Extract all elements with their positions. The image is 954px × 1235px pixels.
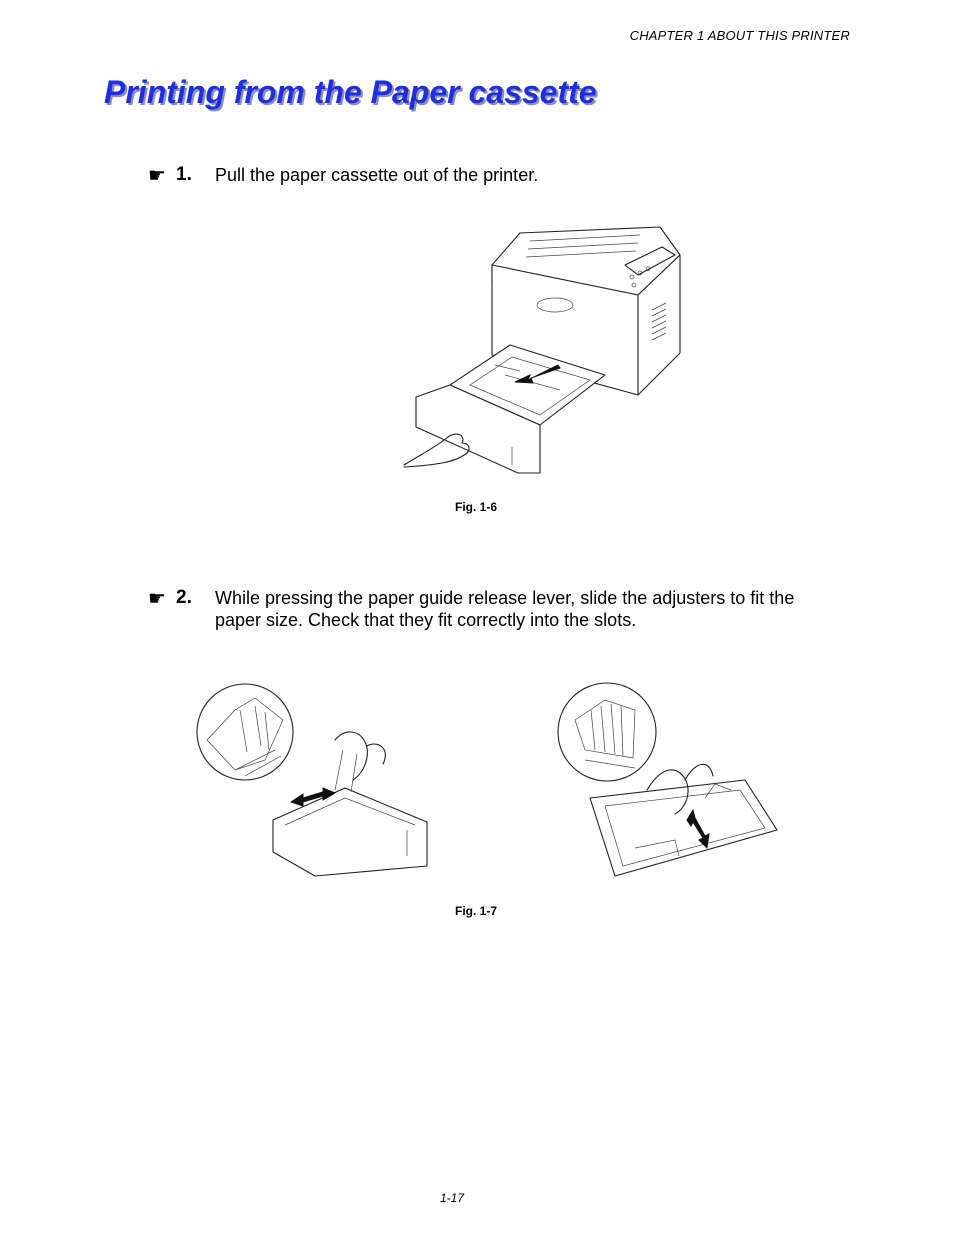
figure-side-guide-adjust (195, 680, 435, 880)
printer-illustration (400, 225, 690, 475)
step-1 (148, 164, 838, 188)
figure-printer-cassette (400, 225, 690, 475)
side-guide-illustration (195, 680, 435, 880)
pointing-hand-icon: ☛ (148, 588, 166, 610)
pointing-hand-icon: ☛ (148, 165, 166, 187)
chapter-header: CHAPTER 1 ABOUT THIS PRINTER (629, 28, 850, 43)
step-text: While pressing the paper guide release lever, slide the adjusters to fit the paper size. Check that they fit correctly into the slots. (215, 588, 795, 630)
step-number: 1. (176, 164, 192, 185)
end-guide-illustration (555, 680, 785, 880)
figure-end-guide-adjust (555, 680, 785, 880)
page-number: 1-17 (440, 1191, 465, 1205)
figure-caption: Fig. 1-6 (455, 500, 498, 514)
page-title: Printing from the Paper cassette (104, 74, 597, 110)
step-2 (148, 587, 838, 633)
step-text: Pull the paper cassette out of the printer. (215, 165, 539, 185)
figure-caption: Fig. 1-7 (455, 904, 498, 918)
step-number: 2. (176, 587, 192, 608)
